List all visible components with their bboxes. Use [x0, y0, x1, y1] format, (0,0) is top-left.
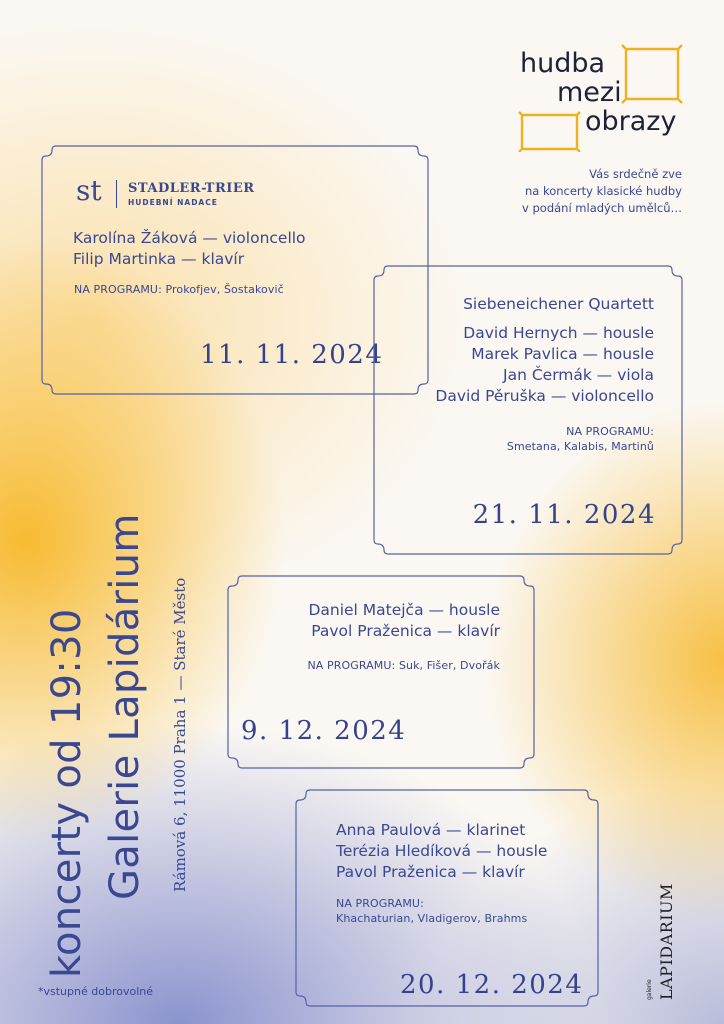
stadler-trier-logo: [76, 174, 306, 212]
logo-word-hudba: hudba: [520, 48, 606, 79]
sponsor-subtitle: HUDEBNÍ NADACE: [128, 198, 218, 207]
performer: Anna Paulová — klarinet: [336, 821, 526, 839]
program: [307, 658, 500, 673]
performer: Pavol Praženica — klavír: [336, 863, 525, 881]
program-composers: Suk, Fišer, Dvořák: [398, 659, 500, 672]
performer: David Pěruška — violoncello: [435, 387, 654, 405]
program-label: NA PROGRAMU:: [336, 897, 424, 910]
concert-time: koncerty od 19:30: [44, 608, 90, 978]
venue-block: [42, 430, 202, 978]
program: [74, 282, 284, 297]
sponsor-mark: st: [76, 174, 102, 207]
lapidarium-logo: [642, 883, 688, 1000]
logo-word-mezi: mezi: [557, 77, 622, 108]
footnote: *vstupné dobrovolné: [38, 985, 153, 998]
concert-card-4: [294, 788, 600, 1008]
performer: Karolína Žáková — violoncello: [73, 229, 306, 247]
performer-list: [73, 228, 306, 270]
performer: David Hernych — housle: [463, 324, 654, 342]
program: [507, 424, 654, 454]
ensemble-name: Siebeneichener Quartett: [463, 295, 654, 313]
program-composers: Khachaturian, Vladigerov, Brahms: [336, 912, 528, 925]
program-composers: Smetana, Kalabis, Martinů: [506, 440, 654, 453]
invitation-line: na koncerty klasické hudby: [524, 184, 682, 198]
performer-list: [336, 820, 547, 883]
program-label: NA PROGRAMU:: [307, 659, 396, 672]
program-label: NA PROGRAMU:: [566, 425, 654, 438]
performer-list: [435, 323, 654, 407]
logo-word-obrazy: obrazy: [585, 106, 677, 137]
venue-address: Rámová 6, 11000 Praha 1 — Staré Město: [171, 577, 189, 892]
concert-date: 9. 12. 2024: [241, 716, 407, 746]
concert-date: 11. 11. 2024: [200, 340, 384, 370]
program: [336, 896, 527, 926]
concert-date: 21. 11. 2024: [472, 500, 656, 530]
performer-list: [308, 600, 500, 642]
performer: Pavol Praženica — klavír: [311, 622, 500, 640]
invitation-line: Vás srdečně zve: [589, 167, 682, 181]
concert-date: 20. 12. 2024: [400, 970, 584, 1000]
program-composers: Prokofjev, Šostakovič: [165, 283, 284, 296]
lapidarium-logo-small: galerie: [646, 979, 653, 1000]
program-label: NA PROGRAMU:: [74, 283, 162, 296]
performer: Filip Martinka — klavír: [73, 250, 245, 268]
performer: Marek Pavlica — housle: [471, 345, 654, 363]
sponsor-divider: [116, 180, 117, 208]
venue-name: Galerie Lapidárium: [102, 513, 148, 900]
hudba-mezi-obrazy-logo: [518, 44, 684, 152]
lapidarium-logo-name: LAPIDARIUM: [657, 883, 676, 1000]
invitation-text: [522, 166, 682, 217]
performer: Terézia Hledíková — housle: [336, 842, 548, 860]
performer: Daniel Matejča — housle: [308, 601, 500, 619]
performer: Jan Čermák — viola: [503, 366, 654, 384]
concert-card-3: [226, 574, 536, 770]
concert-card-2: [372, 264, 684, 556]
sponsor-name: STADLER-TRIER: [128, 181, 255, 196]
invitation-line: v podání mladých umělců…: [522, 201, 682, 215]
